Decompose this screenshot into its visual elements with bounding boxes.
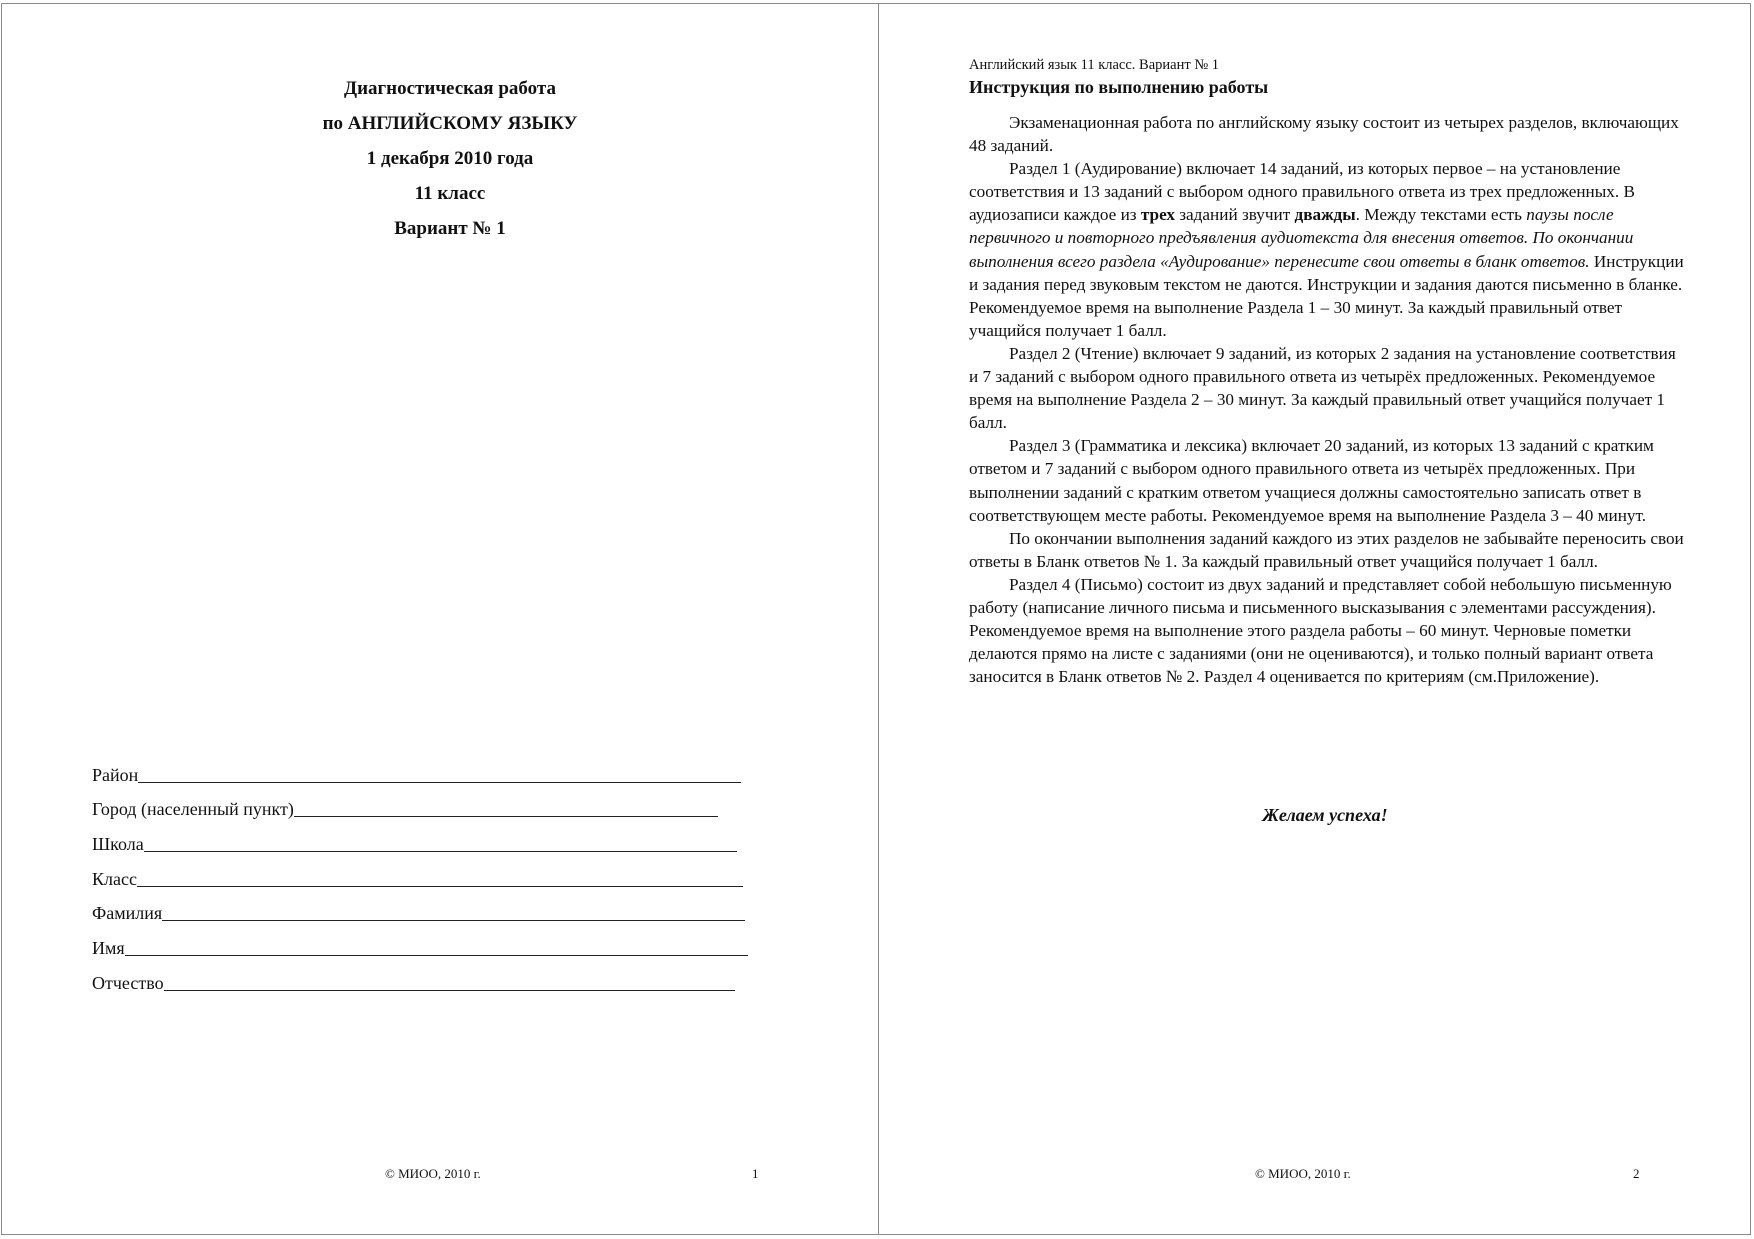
paragraph-segment: Инструкции и задания перед звуковым текстом не даются. Инструкции и задания даются письменно в бланке. Рекомендуемое время на выполнение Раздела 1 – 30 минут. За каждый правильный ответ учащийся получает 1 балл. xyxy=(969,251,1684,340)
field-line-class[interactable] xyxy=(137,886,743,887)
paragraph-segment: Раздел 2 (Чтение) включает 9 заданий, из которых 2 задания на установление соответствия и 7 заданий с выбором одного правильного ответа из четырёх предложенных. Рекомендуемое время на выполнение Раздела 2 – 30 минут. За каждый правильный ответ учащийся получает 1 балл. xyxy=(969,343,1676,433)
paragraph-segment: Раздел 3 (Грамматика и лексика) включает 20 заданий, из которых 13 заданий с кратким ответом и 7 заданий с выбором одного правильного ответа из четырёх предложенных. При выполнении заданий с кратким ответом учащиеся должны самостоятельно записать ответ в соответствующем месте работы. Рекомендуемое время на выполнение Раздела 3 – 40 минут. xyxy=(969,436,1654,525)
field-line-school[interactable] xyxy=(144,851,737,852)
title-line: по АНГЛИЙСКОМУ ЯЗЫКУ xyxy=(322,113,578,134)
title-line: Диагностическая работа xyxy=(344,78,556,99)
field-line-district[interactable] xyxy=(138,782,741,783)
paragraph-segment: По окончании выполнения заданий каждого из этих разделов не забывайте переносить свои ответы в Бланк ответов № 1. За каждый правильный ответ учащийся получает 1 балл. xyxy=(969,528,1684,571)
title-line: Вариант № 1 xyxy=(394,218,506,239)
page-number: 1 xyxy=(752,1166,759,1181)
field-label: Отчество xyxy=(92,972,164,993)
instruction-title: Инструкция по выполнению работы xyxy=(969,77,1269,97)
field-district xyxy=(92,751,762,786)
page-divider xyxy=(878,4,879,1234)
running-head: Английский язык 11 класс. Вариант № 1 xyxy=(969,57,1220,73)
field-label: Фамилия xyxy=(92,903,163,924)
paragraph-segment: Экзаменационная работа по английскому языку состоит из четырех разделов, включающих 48 заданий. xyxy=(969,113,1679,156)
field-line-surname[interactable] xyxy=(162,920,745,921)
footer-copyright: © МИОО, 2010 г. xyxy=(385,1166,481,1181)
paragraph-segment: паузы после первичного и повторного предъявления аудиотекста для внесения ответов. По окончании выполнения всего раздела «Аудирование» перенесите свои ответы в бланк ответов. xyxy=(969,205,1634,271)
instruction-paragraph xyxy=(969,157,1687,342)
page-number: 2 xyxy=(1633,1166,1640,1181)
field-name xyxy=(92,924,762,959)
field-line-patronymic[interactable] xyxy=(164,990,735,991)
footer-copyright: © МИОО, 2010 г. xyxy=(1255,1166,1351,1181)
paragraph-segment: Раздел 4 (Письмо) состоит из двух заданий и представляет собой небольшую письменную работу (написание личного письма и письменного высказывания с элементами рассуждения). Рекомендуемое время на выполнение этого раздела работы – 60 минут. Черновые пометки делаются прямо на листе с заданиями (они не оцениваются), и только полный вариант ответа заносится в Бланк ответов № 2. Раздел 4 оценивается по критериям (см.Приложение). xyxy=(969,574,1672,687)
field-line-name[interactable] xyxy=(125,955,748,956)
field-label: Город (населенный пункт) xyxy=(92,799,294,820)
field-label: Класс xyxy=(92,868,137,889)
title-block xyxy=(250,74,650,249)
title-line: 1 декабря 2010 года xyxy=(366,148,534,169)
field-school xyxy=(92,820,762,855)
field-patronymic xyxy=(92,959,762,994)
instruction-paragraph xyxy=(969,527,1687,573)
closing-wish: Желаем успеха! xyxy=(1262,805,1388,825)
field-line-city[interactable] xyxy=(294,816,718,817)
paragraph-segment: трех xyxy=(1140,205,1175,225)
instruction-paragraph xyxy=(969,573,1687,688)
field-label: Школа xyxy=(92,834,144,855)
field-surname xyxy=(92,890,762,925)
instruction-paragraph xyxy=(969,111,1687,157)
field-label: Имя xyxy=(92,938,125,959)
paragraph-segment: Раздел 1 (Аудирование) включает 14 заданий, из которых первое – на установление соответствия и 13 заданий с выбором одного правильного ответа из трех предложенных. В аудиозаписи каждое из xyxy=(969,159,1635,225)
instruction-body xyxy=(969,111,1687,688)
instruction-paragraph xyxy=(969,342,1687,434)
field-city xyxy=(92,786,762,821)
field-label: Район xyxy=(92,764,139,785)
instruction-paragraph xyxy=(969,434,1687,526)
student-info-fields xyxy=(92,751,762,994)
title-line: 11 класс xyxy=(414,183,486,204)
field-class xyxy=(92,855,762,890)
paragraph-segment: заданий звучит xyxy=(1174,205,1295,225)
paragraph-segment: . Между текстами есть xyxy=(1355,205,1527,225)
paragraph-segment: дважды xyxy=(1294,205,1356,225)
